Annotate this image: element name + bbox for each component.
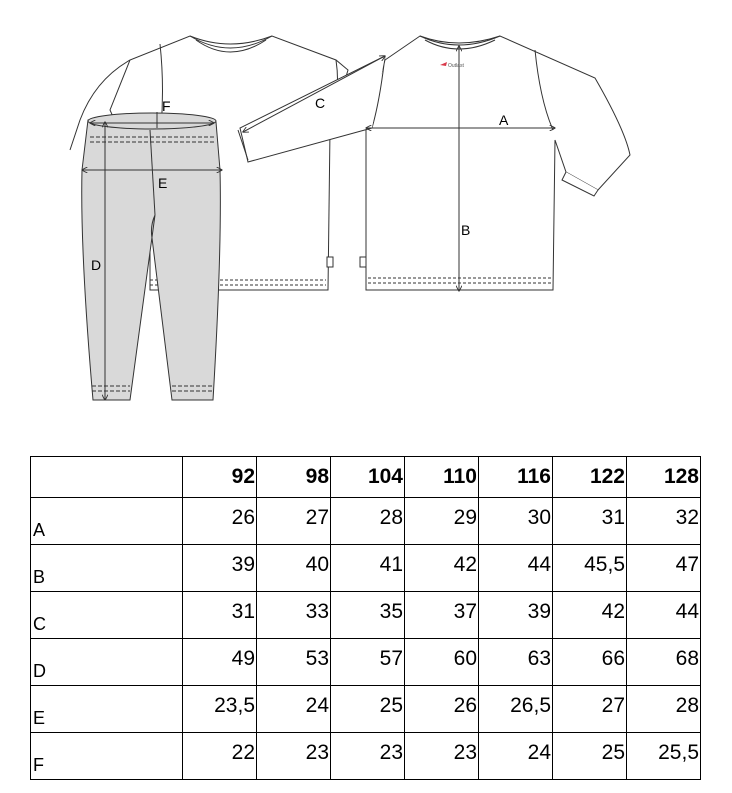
table-cell: 22: [183, 733, 257, 780]
row-label: D: [31, 639, 183, 686]
table-cell: 35: [331, 592, 405, 639]
table-row: [31, 686, 701, 733]
label-e: E: [158, 175, 168, 191]
table-cell: 23,5: [183, 686, 257, 733]
table-cell: 23: [331, 733, 405, 780]
table-cell: 60: [405, 639, 479, 686]
table-cell: 26: [183, 498, 257, 545]
table-cell: 41: [331, 545, 405, 592]
table-cell: 39: [183, 545, 257, 592]
table-cell: 47: [627, 545, 701, 592]
size-header-110: 110: [405, 457, 479, 498]
table-cell: 42: [405, 545, 479, 592]
table-cell: 28: [627, 686, 701, 733]
table-cell: 25: [553, 733, 627, 780]
table-cell: 31: [553, 498, 627, 545]
table-cell: 27: [553, 686, 627, 733]
table-cell: 39: [479, 592, 553, 639]
table-cell: 23: [405, 733, 479, 780]
table-cell: 33: [257, 592, 331, 639]
row-label: C: [31, 592, 183, 639]
size-header-row: [31, 457, 701, 498]
table-cell: 40: [257, 545, 331, 592]
table-row: [31, 498, 701, 545]
table-cell: 26,5: [479, 686, 553, 733]
row-label: B: [31, 545, 183, 592]
table-cell: 44: [627, 592, 701, 639]
table-cell: 28: [331, 498, 405, 545]
table-row: [31, 733, 701, 780]
table-cell: 63: [479, 639, 553, 686]
size-header-98: 98: [257, 457, 331, 498]
label-f: F: [162, 98, 171, 114]
table-cell: 24: [257, 686, 331, 733]
table-cell: 45,5: [553, 545, 627, 592]
table-cell: 42: [553, 592, 627, 639]
label-b: B: [461, 222, 471, 238]
table-row: [31, 592, 701, 639]
row-label: A: [31, 498, 183, 545]
row-label: E: [31, 686, 183, 733]
corner-cell: [31, 457, 183, 498]
table-cell: 49: [183, 639, 257, 686]
table-cell: 25: [331, 686, 405, 733]
table-cell: 68: [627, 639, 701, 686]
table-cell: 32: [627, 498, 701, 545]
size-table: [30, 456, 701, 780]
size-header-92: 92: [183, 457, 257, 498]
table-cell: 27: [257, 498, 331, 545]
table-row: [31, 639, 701, 686]
size-header-116: 116: [479, 457, 553, 498]
table-cell: 57: [331, 639, 405, 686]
table-cell: 24: [479, 733, 553, 780]
label-a: A: [499, 112, 509, 128]
table-cell: 31: [183, 592, 257, 639]
table-cell: 25,5: [627, 733, 701, 780]
table-cell: 44: [479, 545, 553, 592]
label-d: D: [91, 257, 102, 273]
size-header-122: 122: [553, 457, 627, 498]
size-header-128: 128: [627, 457, 701, 498]
table-cell: 66: [553, 639, 627, 686]
table-cell: 26: [405, 686, 479, 733]
table-cell: 30: [479, 498, 553, 545]
table-cell: 53: [257, 639, 331, 686]
table-cell: 23: [257, 733, 331, 780]
size-header-104: 104: [331, 457, 405, 498]
label-c: C: [315, 95, 326, 111]
table-row: [31, 545, 701, 592]
table-cell: 37: [405, 592, 479, 639]
table-cell: 29: [405, 498, 479, 545]
shirt-back-brand-text: Outlast: [448, 63, 464, 69]
row-label: F: [31, 733, 183, 780]
